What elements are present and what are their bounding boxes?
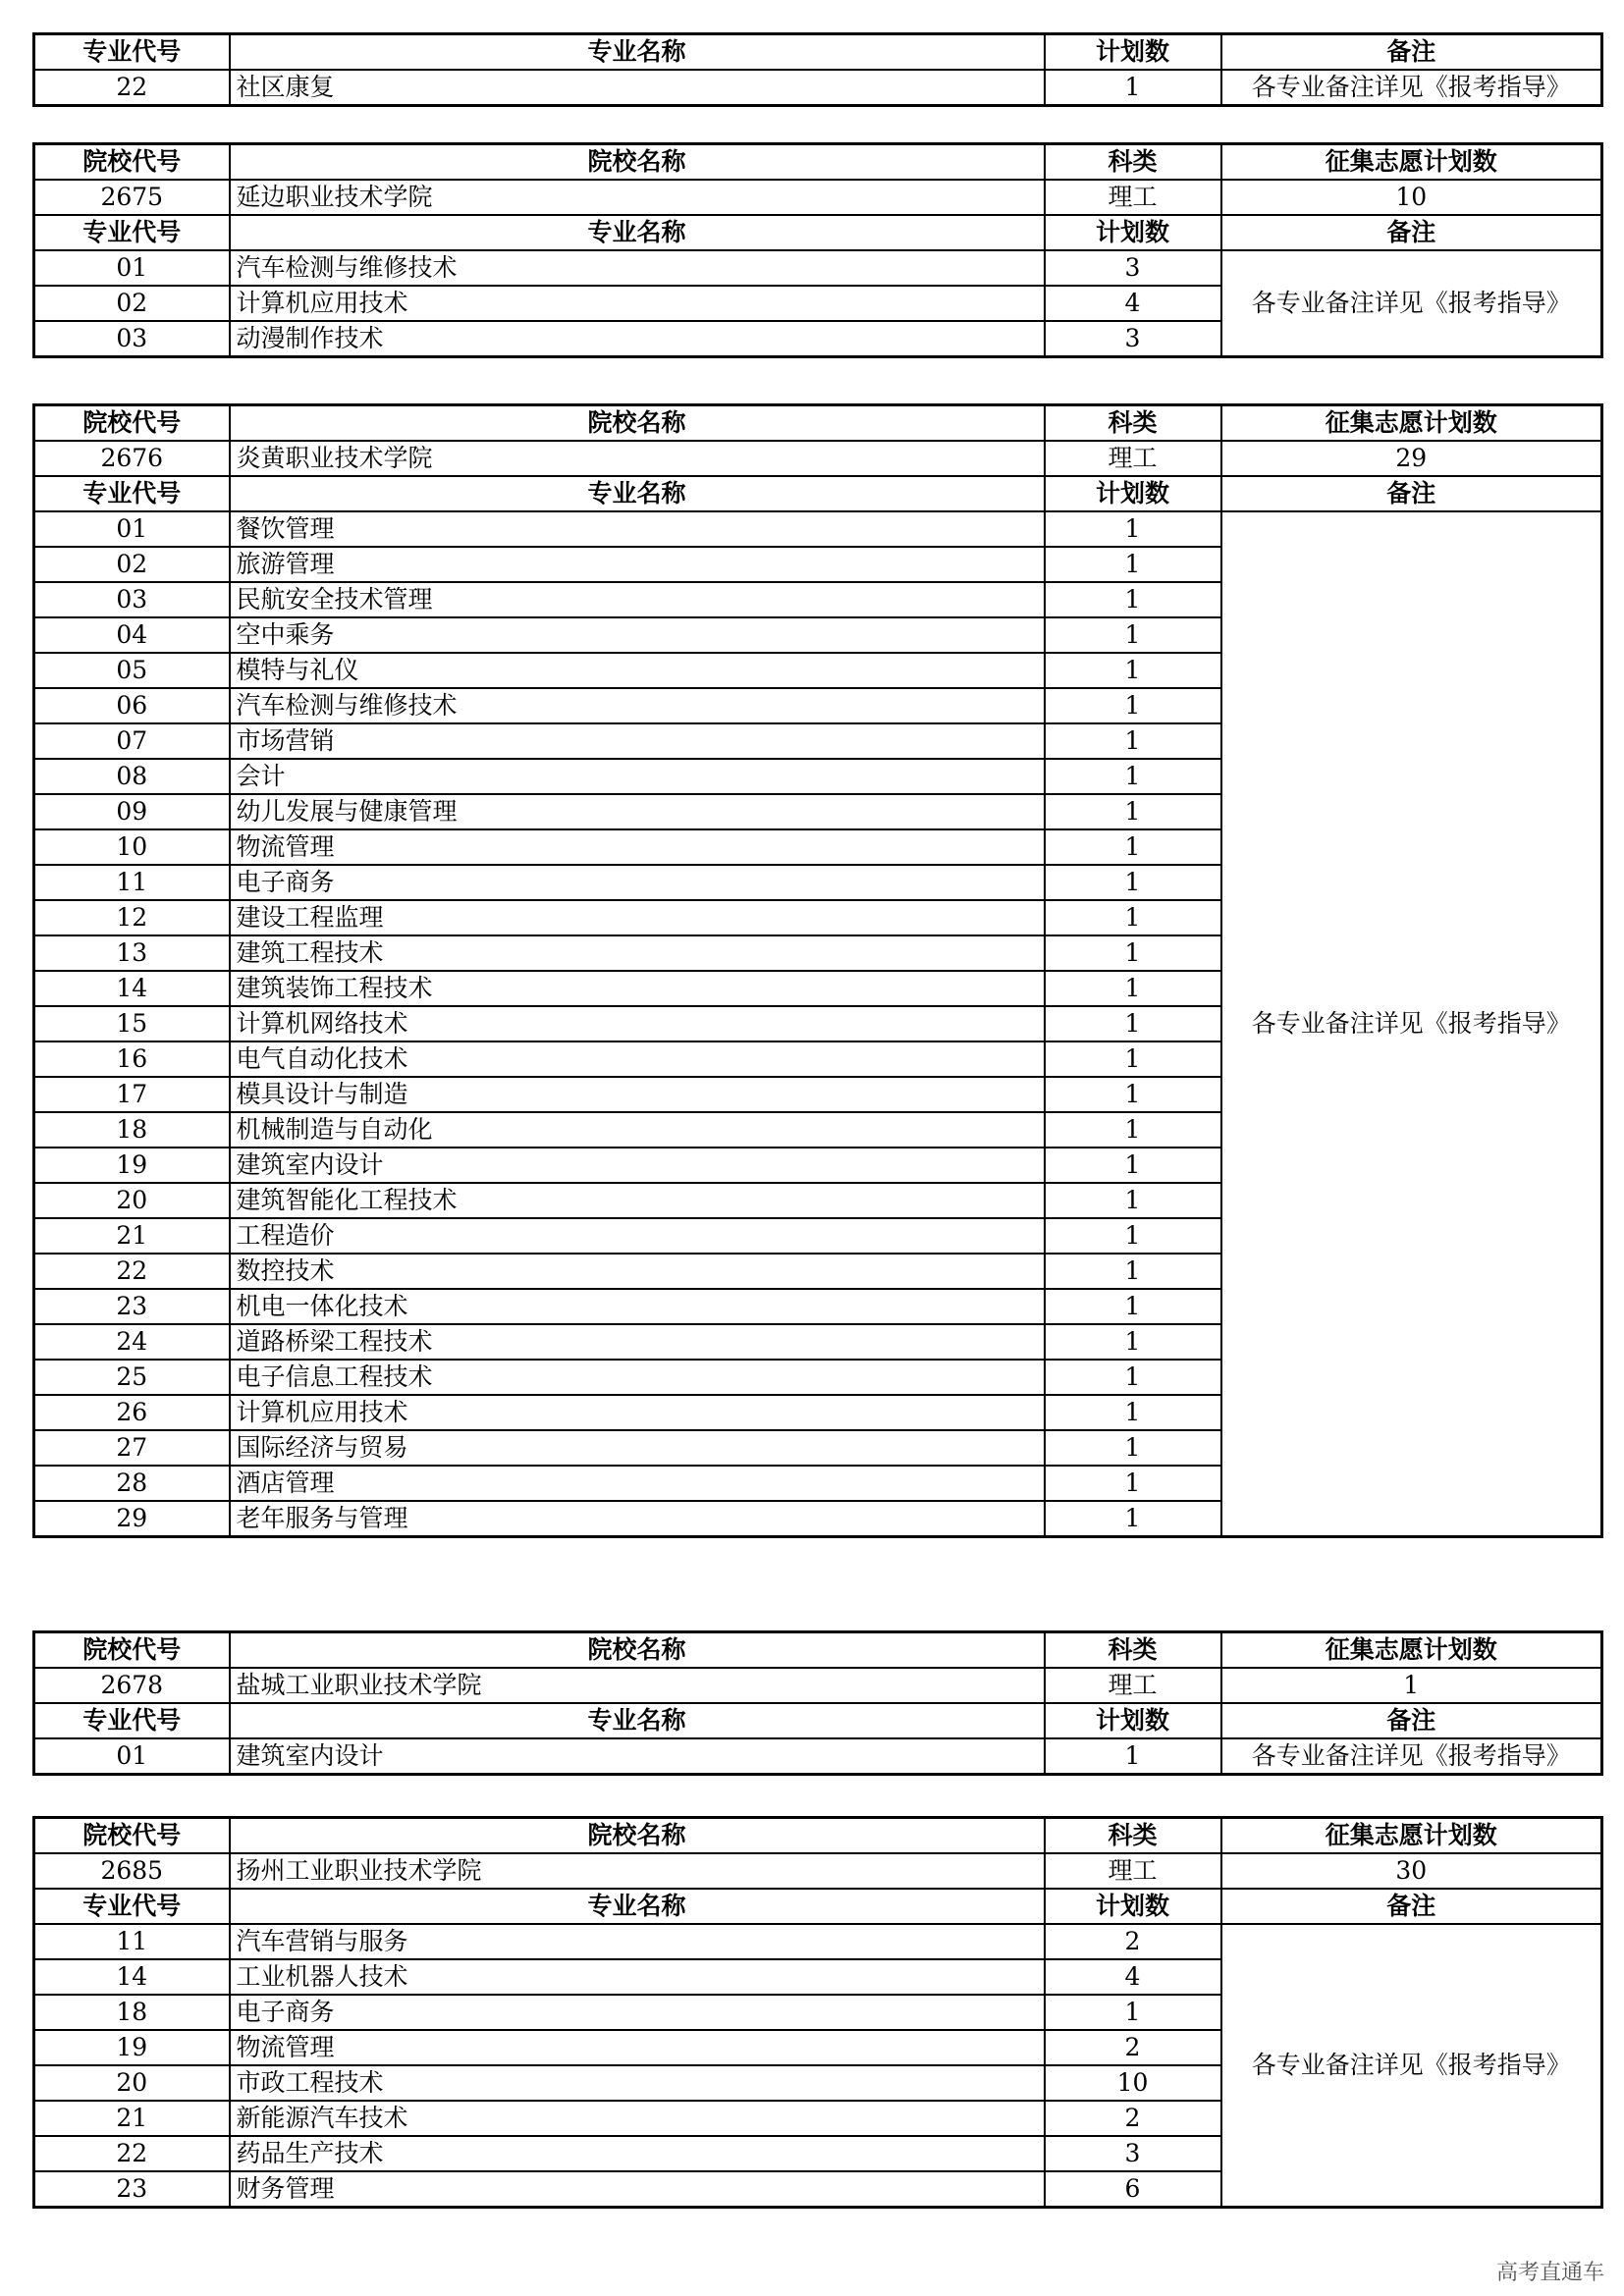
major-code: 21 xyxy=(34,1218,230,1254)
note-header: 备注 xyxy=(1221,1889,1602,1924)
major-name: 计算机网络技术 xyxy=(230,1006,1045,1041)
major-plan: 4 xyxy=(1045,286,1221,321)
major-name: 空中乘务 xyxy=(230,617,1045,653)
school-code: 2685 xyxy=(34,1853,230,1889)
major-header-row xyxy=(34,1889,1602,1924)
plan-header: 计划数 xyxy=(1045,215,1221,250)
major-plan: 1 xyxy=(1045,1041,1221,1077)
school-code: 2676 xyxy=(34,441,230,476)
major-code: 02 xyxy=(34,547,230,582)
major-code: 09 xyxy=(34,794,230,829)
school-category: 理工 xyxy=(1045,1853,1221,1889)
plan-table xyxy=(32,1630,1603,1776)
major-code: 10 xyxy=(34,829,230,865)
major-code: 14 xyxy=(34,1959,230,1995)
major-plan: 1 xyxy=(1045,900,1221,935)
major-name: 旅游管理 xyxy=(230,547,1045,582)
major-code-header: 专业代号 xyxy=(34,1703,230,1738)
major-name-header: 专业名称 xyxy=(230,34,1045,71)
school-category: 理工 xyxy=(1045,1668,1221,1703)
major-code: 12 xyxy=(34,900,230,935)
major-plan: 1 xyxy=(1045,1254,1221,1289)
plan-table xyxy=(32,403,1603,1538)
category-header: 科类 xyxy=(1045,1632,1221,1669)
major-name: 计算机应用技术 xyxy=(230,1395,1045,1430)
solicit-plan-count: 29 xyxy=(1221,441,1602,476)
major-plan: 3 xyxy=(1045,2136,1221,2171)
major-code: 26 xyxy=(34,1395,230,1430)
major-code: 20 xyxy=(34,2065,230,2101)
major-plan: 1 xyxy=(1045,1738,1221,1775)
school-header-row xyxy=(34,144,1602,181)
major-plan: 1 xyxy=(1045,653,1221,688)
major-code-header: 专业代号 xyxy=(34,215,230,250)
major-name: 药品生产技术 xyxy=(230,2136,1045,2171)
major-plan: 6 xyxy=(1045,2171,1221,2208)
major-name: 老年服务与管理 xyxy=(230,1501,1045,1537)
major-code: 24 xyxy=(34,1324,230,1360)
major-code: 01 xyxy=(34,1738,230,1775)
note-cell: 各专业备注详见《报考指导》 xyxy=(1221,70,1602,106)
category-header: 科类 xyxy=(1045,1818,1221,1854)
major-name: 市政工程技术 xyxy=(230,2065,1045,2101)
major-plan: 1 xyxy=(1045,935,1221,971)
major-name: 幼儿发展与健康管理 xyxy=(230,794,1045,829)
major-name: 工业机器人技术 xyxy=(230,1959,1045,1995)
school-code: 2678 xyxy=(34,1668,230,1703)
note-header: 备注 xyxy=(1221,215,1602,250)
note-cell: 各专业备注详见《报考指导》 xyxy=(1221,1924,1602,2208)
major-plan: 1 xyxy=(1045,1395,1221,1430)
major-code: 28 xyxy=(34,1466,230,1501)
solicit-plan-header: 征集志愿计划数 xyxy=(1221,405,1602,442)
major-plan: 1 xyxy=(1045,511,1221,547)
major-name: 道路桥梁工程技术 xyxy=(230,1324,1045,1360)
solicit-plan-header: 征集志愿计划数 xyxy=(1221,1632,1602,1669)
major-name: 计算机应用技术 xyxy=(230,286,1045,321)
major-plan: 1 xyxy=(1045,971,1221,1006)
major-header-row xyxy=(34,476,1602,511)
major-name: 动漫制作技术 xyxy=(230,321,1045,357)
school-name-header: 院校名称 xyxy=(230,1632,1045,1669)
note-header: 备注 xyxy=(1221,34,1602,71)
major-code: 21 xyxy=(34,2101,230,2136)
school-name: 扬州工业职业技术学院 xyxy=(230,1853,1045,1889)
major-code: 17 xyxy=(34,1077,230,1112)
school-block xyxy=(32,403,1600,1538)
major-code: 07 xyxy=(34,723,230,759)
school-info-row xyxy=(34,1853,1602,1889)
watermark: 高考直通车 xyxy=(1495,2261,1604,2285)
major-plan: 1 xyxy=(1045,1289,1221,1324)
major-plan: 2 xyxy=(1045,1924,1221,1959)
major-name: 建筑室内设计 xyxy=(230,1148,1045,1183)
major-plan: 1 xyxy=(1045,688,1221,723)
major-name: 物流管理 xyxy=(230,2030,1045,2065)
major-code: 13 xyxy=(34,935,230,971)
major-code: 22 xyxy=(34,2136,230,2171)
major-plan: 1 xyxy=(1045,1430,1221,1466)
major-name: 市场营销 xyxy=(230,723,1045,759)
major-code: 18 xyxy=(34,1112,230,1148)
major-header-row xyxy=(34,215,1602,250)
school-header-row xyxy=(34,405,1602,442)
major-code: 11 xyxy=(34,1924,230,1959)
major-plan: 10 xyxy=(1045,2065,1221,2101)
school-category: 理工 xyxy=(1045,441,1221,476)
major-plan: 1 xyxy=(1045,865,1221,900)
major-name: 电子商务 xyxy=(230,865,1045,900)
note-cell: 各专业备注详见《报考指导》 xyxy=(1221,250,1602,357)
plan-table xyxy=(32,32,1603,107)
major-name-header: 专业名称 xyxy=(230,476,1045,511)
plan-header: 计划数 xyxy=(1045,1703,1221,1738)
plan-table xyxy=(32,142,1603,358)
major-row xyxy=(34,70,1602,106)
major-code: 27 xyxy=(34,1430,230,1466)
major-plan: 1 xyxy=(1045,829,1221,865)
school-info-row xyxy=(34,180,1602,215)
major-name: 模具设计与制造 xyxy=(230,1077,1045,1112)
major-code: 03 xyxy=(34,321,230,357)
major-plan: 1 xyxy=(1045,1112,1221,1148)
major-header-row xyxy=(34,1703,1602,1738)
plan-table xyxy=(32,1816,1603,2209)
major-plan: 4 xyxy=(1045,1959,1221,1995)
major-name: 建筑智能化工程技术 xyxy=(230,1183,1045,1218)
school-code-header: 院校代号 xyxy=(34,144,230,181)
school-block xyxy=(32,32,1600,107)
note-header: 备注 xyxy=(1221,1703,1602,1738)
major-plan: 1 xyxy=(1045,1183,1221,1218)
major-row xyxy=(34,250,1602,286)
major-name: 汽车检测与维修技术 xyxy=(230,688,1045,723)
major-plan: 1 xyxy=(1045,547,1221,582)
major-name-header: 专业名称 xyxy=(230,1889,1045,1924)
major-code-header: 专业代号 xyxy=(34,476,230,511)
major-name: 会计 xyxy=(230,759,1045,794)
school-header-row xyxy=(34,1818,1602,1854)
school-block xyxy=(32,1630,1600,1776)
major-name: 建筑室内设计 xyxy=(230,1738,1045,1775)
major-plan: 2 xyxy=(1045,2030,1221,2065)
school-header-row xyxy=(34,1632,1602,1669)
major-name: 国际经济与贸易 xyxy=(230,1430,1045,1466)
major-plan: 1 xyxy=(1045,1360,1221,1395)
major-code: 20 xyxy=(34,1183,230,1218)
major-code: 03 xyxy=(34,582,230,617)
major-name: 餐饮管理 xyxy=(230,511,1045,547)
major-plan: 1 xyxy=(1045,1006,1221,1041)
major-plan: 1 xyxy=(1045,1995,1221,2030)
major-plan: 1 xyxy=(1045,723,1221,759)
major-code: 14 xyxy=(34,971,230,1006)
school-code: 2675 xyxy=(34,180,230,215)
major-code: 04 xyxy=(34,617,230,653)
plan-header: 计划数 xyxy=(1045,1889,1221,1924)
major-name: 财务管理 xyxy=(230,2171,1045,2208)
major-plan: 1 xyxy=(1045,1218,1221,1254)
school-name-header: 院校名称 xyxy=(230,1818,1045,1854)
major-plan: 1 xyxy=(1045,70,1221,106)
solicit-plan-count: 10 xyxy=(1221,180,1602,215)
school-code-header: 院校代号 xyxy=(34,405,230,442)
plan-header: 计划数 xyxy=(1045,34,1221,71)
school-name: 延边职业技术学院 xyxy=(230,180,1045,215)
major-name: 电子信息工程技术 xyxy=(230,1360,1045,1395)
major-code: 19 xyxy=(34,1148,230,1183)
major-plan: 1 xyxy=(1045,1148,1221,1183)
major-name: 建筑工程技术 xyxy=(230,935,1045,971)
major-code: 18 xyxy=(34,1995,230,2030)
major-plan: 1 xyxy=(1045,794,1221,829)
note-header: 备注 xyxy=(1221,476,1602,511)
major-name: 汽车检测与维修技术 xyxy=(230,250,1045,286)
solicit-plan-count: 30 xyxy=(1221,1853,1602,1889)
school-name: 盐城工业职业技术学院 xyxy=(230,1668,1045,1703)
major-name: 新能源汽车技术 xyxy=(230,2101,1045,2136)
major-code: 22 xyxy=(34,70,230,106)
school-block xyxy=(32,1816,1600,2209)
major-name: 社区康复 xyxy=(230,70,1045,106)
school-block xyxy=(32,142,1600,358)
major-code: 05 xyxy=(34,653,230,688)
school-name-header: 院校名称 xyxy=(230,405,1045,442)
school-category: 理工 xyxy=(1045,180,1221,215)
category-header: 科类 xyxy=(1045,405,1221,442)
major-name: 数控技术 xyxy=(230,1254,1045,1289)
major-name: 机械制造与自动化 xyxy=(230,1112,1045,1148)
major-code: 02 xyxy=(34,286,230,321)
major-code: 19 xyxy=(34,2030,230,2065)
major-plan: 1 xyxy=(1045,1466,1221,1501)
major-code: 01 xyxy=(34,250,230,286)
solicit-plan-header: 征集志愿计划数 xyxy=(1221,1818,1602,1854)
major-name: 模特与礼仪 xyxy=(230,653,1045,688)
solicit-plan-count: 1 xyxy=(1221,1668,1602,1703)
major-row xyxy=(34,1924,1602,1959)
major-plan: 3 xyxy=(1045,250,1221,286)
school-info-row xyxy=(34,1668,1602,1703)
major-row xyxy=(34,1738,1602,1775)
major-name: 电子商务 xyxy=(230,1995,1045,2030)
major-name: 建设工程监理 xyxy=(230,900,1045,935)
major-name: 酒店管理 xyxy=(230,1466,1045,1501)
major-code: 01 xyxy=(34,511,230,547)
major-name: 电气自动化技术 xyxy=(230,1041,1045,1077)
major-code: 08 xyxy=(34,759,230,794)
school-info-row xyxy=(34,441,1602,476)
category-header: 科类 xyxy=(1045,144,1221,181)
major-plan: 1 xyxy=(1045,1324,1221,1360)
major-plan: 3 xyxy=(1045,321,1221,357)
major-plan: 1 xyxy=(1045,1501,1221,1537)
major-name: 工程造价 xyxy=(230,1218,1045,1254)
major-name: 汽车营销与服务 xyxy=(230,1924,1045,1959)
major-code: 22 xyxy=(34,1254,230,1289)
major-code: 23 xyxy=(34,1289,230,1324)
major-name: 机电一体化技术 xyxy=(230,1289,1045,1324)
major-name: 物流管理 xyxy=(230,829,1045,865)
major-name-header: 专业名称 xyxy=(230,1703,1045,1738)
major-row xyxy=(34,511,1602,547)
note-cell: 各专业备注详见《报考指导》 xyxy=(1221,1738,1602,1775)
plan-header: 计划数 xyxy=(1045,476,1221,511)
major-plan: 1 xyxy=(1045,1077,1221,1112)
major-code-header: 专业代号 xyxy=(34,1889,230,1924)
major-code-header: 专业代号 xyxy=(34,34,230,71)
major-name-header: 专业名称 xyxy=(230,215,1045,250)
school-name: 炎黄职业技术学院 xyxy=(230,441,1045,476)
major-name: 民航安全技术管理 xyxy=(230,582,1045,617)
major-code: 06 xyxy=(34,688,230,723)
solicit-plan-header: 征集志愿计划数 xyxy=(1221,144,1602,181)
school-code-header: 院校代号 xyxy=(34,1632,230,1669)
major-plan: 1 xyxy=(1045,617,1221,653)
school-code-header: 院校代号 xyxy=(34,1818,230,1854)
major-code: 29 xyxy=(34,1501,230,1537)
major-code: 16 xyxy=(34,1041,230,1077)
major-code: 23 xyxy=(34,2171,230,2208)
major-plan: 1 xyxy=(1045,759,1221,794)
major-code: 15 xyxy=(34,1006,230,1041)
major-code: 11 xyxy=(34,865,230,900)
major-name: 建筑装饰工程技术 xyxy=(230,971,1045,1006)
major-plan: 2 xyxy=(1045,2101,1221,2136)
major-header-row xyxy=(34,34,1602,71)
note-cell: 各专业备注详见《报考指导》 xyxy=(1221,511,1602,1537)
major-plan: 1 xyxy=(1045,582,1221,617)
major-code: 25 xyxy=(34,1360,230,1395)
school-name-header: 院校名称 xyxy=(230,144,1045,181)
